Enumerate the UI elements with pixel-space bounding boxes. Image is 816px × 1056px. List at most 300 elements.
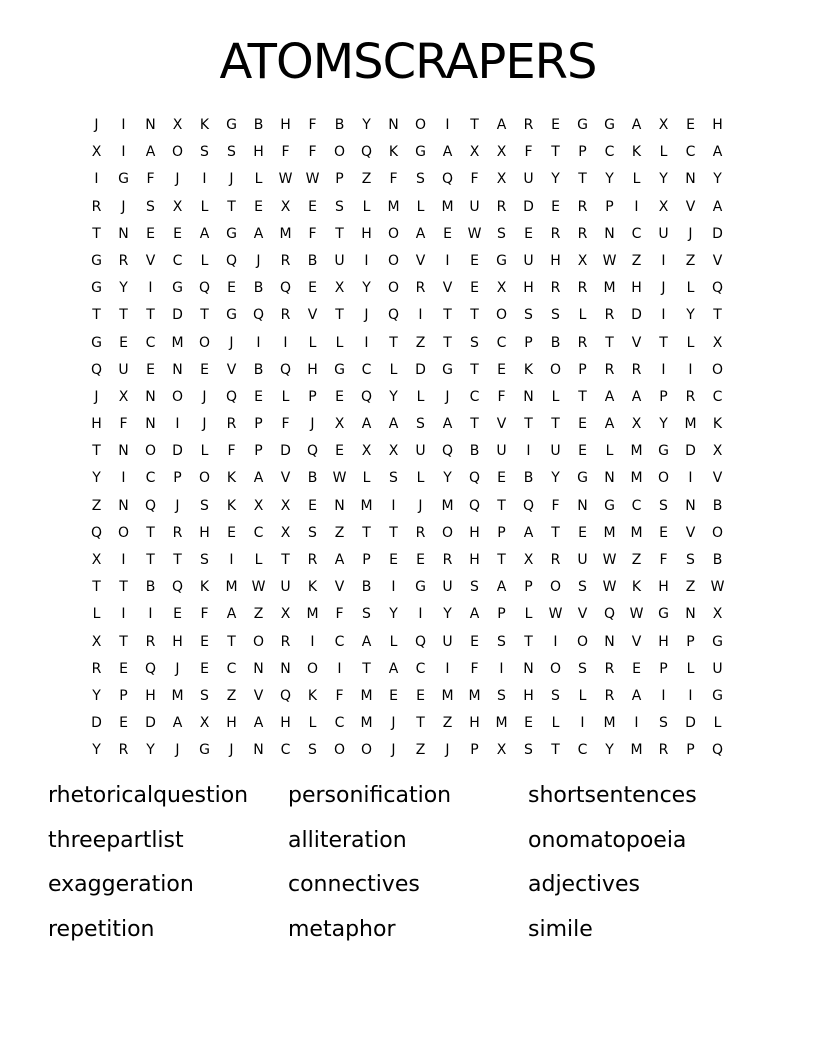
grid-letter: S — [659, 497, 668, 514]
grid-letter: Z — [91, 497, 102, 514]
grid-letter: O — [360, 742, 373, 759]
grid-letter: T — [497, 552, 506, 568]
grid-letter: M — [495, 715, 508, 732]
grid-letter: P — [659, 660, 668, 677]
grid-letter: G — [118, 171, 129, 188]
grid-letter: J — [688, 225, 693, 242]
grid-letter: N — [685, 606, 696, 623]
grid-letter: J — [445, 388, 450, 405]
grid-letter: C — [145, 334, 156, 351]
grid-letter: Z — [361, 171, 372, 188]
grid-letter: E — [254, 198, 263, 215]
grid-letter: F — [308, 225, 317, 242]
grid-letter: Y — [146, 742, 155, 759]
grid-letter: E — [497, 470, 506, 487]
grid-letter: R — [550, 280, 561, 297]
grid-letter: B — [712, 552, 723, 568]
grid-letter: P — [686, 742, 695, 759]
grid-letter: J — [175, 497, 180, 514]
grid-letter: F — [551, 497, 560, 514]
grid-letter: C — [334, 715, 345, 732]
grid-letter: T — [551, 524, 560, 541]
grid-letter: E — [389, 687, 398, 704]
grid-letter: E — [470, 633, 479, 650]
grid-letter: A — [226, 606, 237, 623]
grid-letter: U — [550, 443, 561, 460]
grid-letter: R — [604, 687, 615, 704]
grid-letter: N — [118, 225, 129, 242]
grid-letter: T — [119, 579, 128, 596]
grid-letter: O — [495, 307, 508, 324]
grid-letter: K — [712, 416, 723, 433]
grid-letter: R — [280, 633, 291, 650]
grid-letter: T — [362, 524, 371, 541]
grid-letter: U — [469, 198, 480, 215]
grid-letter: M — [171, 687, 184, 704]
grid-letter: X — [469, 144, 480, 161]
word-list-item: adjectives — [528, 872, 640, 897]
grid-letter: S — [389, 470, 398, 487]
grid-letter: T — [443, 307, 452, 324]
grid-letter: S — [659, 715, 668, 732]
grid-letter: A — [469, 606, 480, 623]
grid-letter: P — [578, 144, 587, 161]
grid-letter: Q — [360, 388, 373, 405]
grid-letter: E — [551, 198, 560, 215]
grid-letter: M — [441, 687, 454, 704]
grid-letter: R — [604, 361, 615, 378]
grid-letter: D — [523, 198, 534, 215]
grid-letter: H — [145, 687, 156, 704]
grid-letter: E — [659, 524, 668, 541]
grid-letter: C — [280, 742, 291, 759]
grid-letter: R — [658, 742, 669, 759]
grid-letter: T — [416, 715, 425, 732]
grid-letter: U — [496, 443, 507, 460]
grid-letter: R — [91, 660, 102, 677]
grid-letter: Q — [198, 280, 211, 297]
grid-letter: J — [391, 742, 396, 759]
grid-letter: S — [200, 552, 209, 568]
grid-letter: P — [254, 416, 263, 433]
grid-letter: S — [497, 633, 506, 650]
grid-letter: O — [306, 660, 319, 677]
grid-letter: Q — [225, 388, 238, 405]
grid-letter: X — [712, 443, 723, 460]
grid-letter: L — [335, 334, 344, 351]
grid-letter: J — [175, 742, 180, 759]
grid-letter: L — [308, 715, 317, 732]
grid-letter: Q — [279, 361, 292, 378]
grid-letter: P — [173, 470, 182, 487]
grid-letter: Z — [334, 524, 345, 541]
grid-letter: R — [226, 416, 237, 433]
grid-letter: N — [172, 361, 183, 378]
grid-letter: N — [253, 660, 264, 677]
grid-letter: R — [442, 552, 453, 568]
grid-letter: U — [712, 660, 723, 677]
grid-letter: V — [145, 252, 156, 269]
grid-letter: C — [172, 252, 183, 269]
grid-letter: T — [146, 552, 155, 568]
grid-letter: Q — [144, 660, 157, 677]
grid-letter: N — [145, 117, 156, 133]
grid-letter: H — [361, 225, 372, 242]
grid-letter: M — [387, 198, 400, 215]
grid-letter: R — [118, 252, 129, 269]
grid-letter: N — [253, 742, 264, 759]
word-list-item: rhetoricalquestion — [48, 783, 249, 808]
grid-letter: I — [364, 252, 369, 269]
grid-letter: T — [524, 633, 533, 650]
grid-letter: F — [146, 171, 155, 188]
grid-letter: R — [280, 307, 291, 324]
grid-letter: B — [550, 334, 561, 351]
grid-letter: S — [308, 524, 317, 541]
grid-letter: L — [632, 171, 641, 188]
grid-letter: Z — [226, 687, 237, 704]
grid-letter: H — [523, 280, 534, 297]
grid-letter: E — [416, 552, 425, 568]
grid-letter: I — [499, 660, 504, 677]
grid-letter: A — [253, 225, 264, 242]
grid-letter: O — [414, 117, 427, 133]
grid-letter: U — [280, 579, 291, 596]
grid-letter: G — [91, 280, 102, 297]
grid-letter: L — [362, 198, 371, 215]
grid-letter: E — [497, 361, 506, 378]
grid-letter: P — [497, 524, 506, 541]
grid-letter: T — [119, 307, 128, 324]
grid-letter: H — [172, 633, 183, 650]
grid-letter: Q — [603, 606, 616, 623]
grid-letter: N — [334, 497, 345, 514]
grid-letter: H — [631, 280, 642, 297]
grid-letter: H — [469, 524, 480, 541]
word-list-item: exaggeration — [48, 872, 194, 897]
grid-letter: T — [713, 307, 722, 324]
grid-letter: U — [442, 579, 453, 596]
grid-letter: E — [308, 198, 317, 215]
grid-letter: L — [551, 388, 560, 405]
grid-letter: A — [496, 117, 507, 133]
grid-letter: T — [389, 334, 398, 351]
word-list-item: connectives — [288, 872, 420, 897]
grid-letter: A — [523, 524, 534, 541]
grid-letter: B — [253, 361, 264, 378]
grid-letter: M — [603, 524, 616, 541]
grid-letter: L — [659, 144, 668, 161]
grid-letter: J — [229, 171, 234, 188]
grid-letter: Q — [360, 144, 373, 161]
grid-letter: W — [305, 171, 320, 188]
grid-letter: H — [307, 361, 318, 378]
grid-letter: L — [686, 660, 695, 677]
grid-letter: X — [631, 416, 642, 433]
grid-letter: A — [253, 715, 264, 732]
grid-letter: O — [657, 470, 670, 487]
grid-letter: P — [335, 171, 344, 188]
grid-letter: J — [202, 388, 207, 405]
grid-letter: R — [577, 334, 588, 351]
grid-letter: I — [310, 633, 315, 650]
grid-letter: T — [497, 497, 506, 514]
grid-letter: I — [661, 307, 666, 324]
grid-letter: O — [117, 524, 130, 541]
grid-letter: I — [634, 715, 639, 732]
grid-letter: V — [442, 280, 453, 297]
grid-letter: I — [391, 579, 396, 596]
grid-letter: H — [658, 579, 669, 596]
grid-letter: G — [604, 117, 615, 133]
grid-letter: N — [280, 660, 291, 677]
grid-letter: H — [91, 416, 102, 433]
grid-letter: E — [335, 443, 344, 460]
grid-letter: A — [712, 198, 723, 215]
grid-letter: X — [91, 144, 102, 161]
grid-letter: W — [332, 470, 347, 487]
grid-letter: J — [445, 742, 450, 759]
grid-letter: H — [658, 633, 669, 650]
grid-letter: M — [441, 497, 454, 514]
grid-letter: E — [308, 280, 317, 297]
grid-letter: S — [497, 687, 506, 704]
grid-letter: A — [604, 416, 615, 433]
word-list-item: repetition — [48, 916, 155, 942]
grid-letter: J — [175, 171, 180, 188]
grid-letter: B — [361, 579, 372, 596]
grid-letter: R — [415, 524, 426, 541]
grid-letter: I — [148, 606, 153, 623]
grid-letter: K — [523, 361, 534, 378]
grid-letter: T — [227, 633, 236, 650]
grid-letter: M — [603, 715, 616, 732]
grid-letter: O — [387, 252, 400, 269]
grid-letter: H — [469, 552, 480, 568]
grid-letter: I — [121, 470, 126, 487]
grid-letter: B — [307, 470, 318, 487]
grid-letter: L — [686, 280, 695, 297]
grid-letter: M — [630, 524, 643, 541]
grid-letter: Y — [551, 171, 560, 188]
grid-letter: I — [121, 552, 126, 568]
grid-letter: B — [253, 117, 264, 133]
grid-letter: F — [308, 117, 317, 133]
grid-letter: J — [310, 416, 315, 433]
grid-letter: N — [523, 388, 534, 405]
grid-letter: E — [200, 633, 209, 650]
grid-letter: N — [118, 497, 129, 514]
grid-letter: G — [712, 633, 723, 650]
grid-letter: S — [227, 144, 236, 161]
grid-letter: A — [388, 416, 399, 433]
grid-letter: X — [577, 252, 588, 269]
grid-letter: H — [550, 252, 561, 269]
grid-letter: B — [307, 252, 318, 269]
grid-letter: F — [281, 416, 290, 433]
grid-letter: A — [172, 715, 183, 732]
grid-letter: X — [280, 606, 291, 623]
grid-letter: O — [144, 443, 157, 460]
grid-letter: P — [605, 198, 614, 215]
grid-letter: J — [661, 280, 666, 297]
grid-letter: O — [171, 144, 184, 161]
grid-letter: L — [200, 198, 209, 215]
grid-letter: R — [631, 361, 642, 378]
grid-letter: T — [146, 307, 155, 324]
grid-letter: I — [688, 361, 693, 378]
grid-letter: F — [335, 606, 344, 623]
grid-letter: P — [686, 633, 695, 650]
grid-letter: E — [227, 524, 236, 541]
grid-letter: V — [307, 307, 318, 324]
grid-letter: S — [578, 579, 587, 596]
grid-letter: A — [442, 144, 453, 161]
grid-letter: C — [604, 144, 615, 161]
grid-letter: D — [685, 443, 696, 460]
grid-letter: A — [361, 633, 372, 650]
grid-letter: E — [200, 361, 209, 378]
grid-letter: G — [658, 606, 669, 623]
grid-letter: G — [658, 443, 669, 460]
grid-letter: O — [549, 660, 562, 677]
grid-letter: U — [415, 443, 426, 460]
grid-letter: X — [658, 117, 669, 133]
grid-letter: F — [119, 416, 128, 433]
grid-letter: A — [334, 552, 345, 568]
grid-letter: E — [308, 497, 317, 514]
grid-letter: U — [523, 171, 534, 188]
grid-letter: K — [199, 117, 210, 133]
grid-letter: A — [631, 388, 642, 405]
grid-letter: F — [335, 687, 344, 704]
grid-letter: S — [335, 198, 344, 215]
grid-letter: L — [416, 388, 425, 405]
grid-letter: Z — [685, 252, 696, 269]
grid-letter: W — [602, 552, 617, 568]
grid-letter: P — [659, 388, 668, 405]
grid-letter: V — [631, 334, 642, 351]
grid-letter: A — [415, 225, 426, 242]
grid-letter: X — [496, 742, 507, 759]
grid-letter: Z — [631, 552, 642, 568]
grid-letter: Z — [415, 334, 426, 351]
grid-letter: W — [629, 606, 644, 623]
grid-letter: L — [254, 552, 263, 568]
grid-letter: J — [202, 416, 207, 433]
grid-letter: Q — [711, 280, 724, 297]
grid-letter: S — [524, 307, 533, 324]
grid-letter: M — [468, 687, 481, 704]
grid-letter: N — [577, 497, 588, 514]
grid-letter: I — [661, 687, 666, 704]
grid-letter: E — [119, 334, 128, 351]
grid-letter: T — [470, 416, 479, 433]
grid-letter: D — [145, 715, 156, 732]
grid-letter: G — [712, 687, 723, 704]
grid-letter: O — [387, 225, 400, 242]
grid-letter: D — [631, 307, 642, 324]
grid-letter: X — [253, 497, 264, 514]
grid-letter: U — [577, 552, 588, 568]
grid-letter: P — [308, 388, 317, 405]
grid-letter: T — [119, 633, 128, 650]
grid-letter: R — [172, 524, 183, 541]
grid-letter: C — [145, 470, 156, 487]
grid-letter: T — [470, 117, 479, 133]
grid-letter: Y — [443, 470, 452, 487]
grid-letter: Y — [92, 687, 101, 704]
grid-letter: F — [200, 606, 209, 623]
grid-letter: X — [91, 633, 102, 650]
grid-letter: Y — [92, 470, 101, 487]
grid-letter: R — [604, 307, 615, 324]
grid-letter: D — [91, 715, 102, 732]
grid-letter: X — [91, 552, 102, 568]
grid-letter: X — [658, 198, 669, 215]
grid-letter: B — [712, 497, 723, 514]
grid-letter: X — [523, 552, 534, 568]
grid-letter: L — [92, 606, 101, 623]
grid-letter: S — [578, 660, 587, 677]
grid-letter: W — [467, 225, 482, 242]
grid-letter: Y — [119, 280, 128, 297]
grid-letter: W — [602, 579, 617, 596]
grid-letter: J — [175, 660, 180, 677]
grid-letter: G — [172, 280, 183, 297]
grid-letter: Y — [389, 388, 398, 405]
grid-letter: I — [445, 660, 450, 677]
grid-letter: H — [280, 715, 291, 732]
grid-letter: Z — [631, 252, 642, 269]
grid-letter: L — [416, 470, 425, 487]
grid-letter: G — [442, 361, 453, 378]
grid-letter: I — [121, 117, 126, 133]
grid-letter: G — [199, 742, 210, 759]
word-list — [48, 776, 768, 954]
grid-letter: O — [549, 361, 562, 378]
grid-letter: L — [362, 470, 371, 487]
grid-letter: E — [200, 660, 209, 677]
grid-letter: E — [578, 443, 587, 460]
grid-letter: L — [416, 198, 425, 215]
word-list-item: personification — [288, 783, 452, 808]
grid-letter: L — [308, 334, 317, 351]
grid-letter: W — [278, 171, 293, 188]
grid-letter: T — [578, 388, 587, 405]
grid-letter: Q — [90, 361, 103, 378]
grid-letter: X — [712, 334, 723, 351]
grid-letter: Y — [605, 742, 614, 759]
word-list-item: metaphor — [288, 916, 396, 942]
grid-letter: T — [335, 307, 344, 324]
grid-letter: T — [551, 742, 560, 759]
grid-letter: N — [685, 171, 696, 188]
grid-letter: C — [226, 660, 237, 677]
grid-letter: S — [200, 497, 209, 514]
grid-letter: I — [148, 280, 153, 297]
grid-letter: J — [256, 252, 261, 269]
grid-letter: Z — [415, 742, 426, 759]
word-list-item: onomatopoeia — [528, 827, 687, 853]
grid-letter: O — [711, 361, 724, 378]
grid-letter: L — [578, 687, 587, 704]
grid-letter: J — [391, 715, 396, 732]
grid-letter: E — [119, 715, 128, 732]
grid-letter: V — [712, 252, 723, 269]
grid-letter: L — [389, 633, 398, 650]
grid-letter: X — [496, 280, 507, 297]
